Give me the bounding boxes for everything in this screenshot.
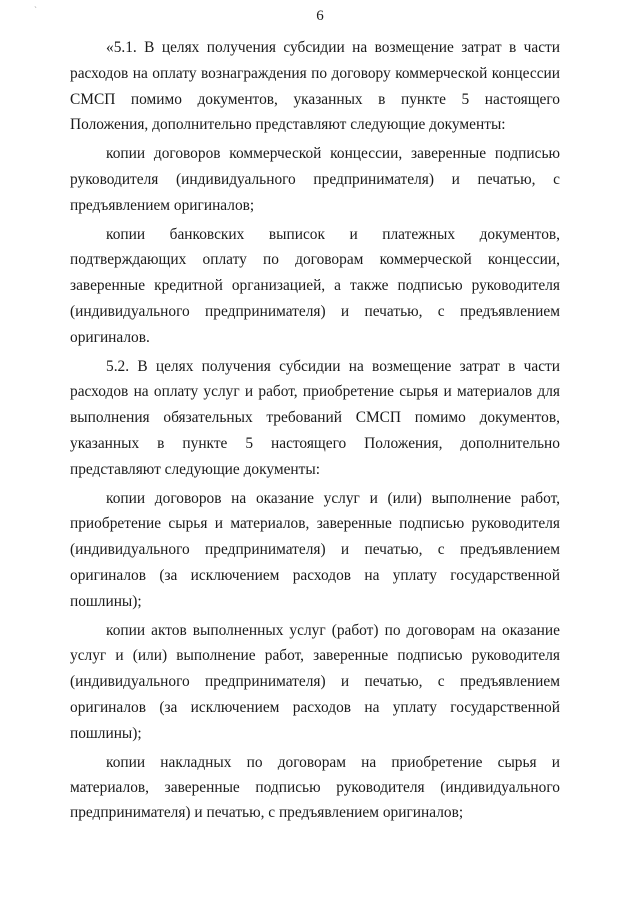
- page-number: 6: [316, 8, 324, 24]
- paragraph-5-2: 5.2. В целях получения субсидии на возмещение затрат в части расходов на оплату услуг и работ, приобретение сырья и материалов для выполнения обязательных требований СМСП помимо документов, указанных в пункте 5 настоящего Положения, дополнительно представляют следующие документы:: [70, 357, 560, 478]
- paragraph-service-contracts: копии договоров на оказание услуг и (или) выполнение работ, приобретение сырья и материалов, заверенные подписью руководителя (индивидуального предпринимателя) и печатью, с предъявлением оригиналов (за исключением расходов на уплату государственной пошлины);: [70, 489, 560, 610]
- scan-mark: `: [34, 5, 37, 15]
- paragraph-acts-of-work: копии актов выполненных услуг (работ) по договорам на оказание услуг и (или) выполнение работ, заверенные подписью руководителя (индивидуального предпринимателя) и печатью, с предъявлением оригиналов (за исключением расходов на уплату государственной пошлины);: [70, 621, 560, 742]
- document-body: [70, 35, 560, 828]
- paragraph-bank-statements: копии банковских выписок и платежных документов, подтверждающих оплату по договорам коммерческой концессии, заверенные кредитной организацией, а также подписью руководителя (индивидуального предпринимателя) и печатью, с предъявлением оригиналов.: [70, 225, 560, 346]
- paragraph-5-1: «5.1. В целях получения субсидии на возмещение затрат в части расходов на оплату вознаграждения по договору коммерческой концессии СМСП помимо документов, указанных в пункте 5 настоящего Положения, дополнительно представляют следующие документы:: [70, 39, 560, 134]
- paragraph-concession-contracts: копии договоров коммерческой концессии, заверенные подписью руководителя (индивидуального предпринимателя) и печатью, с предъявлением оригиналов;: [70, 145, 560, 214]
- paragraph-invoices: копии накладных по договорам на приобретение сырья и материалов, заверенные подписью руководителя (индивидуального предпринимателя) и печатью, с предъявлением оригиналов;: [70, 753, 560, 821]
